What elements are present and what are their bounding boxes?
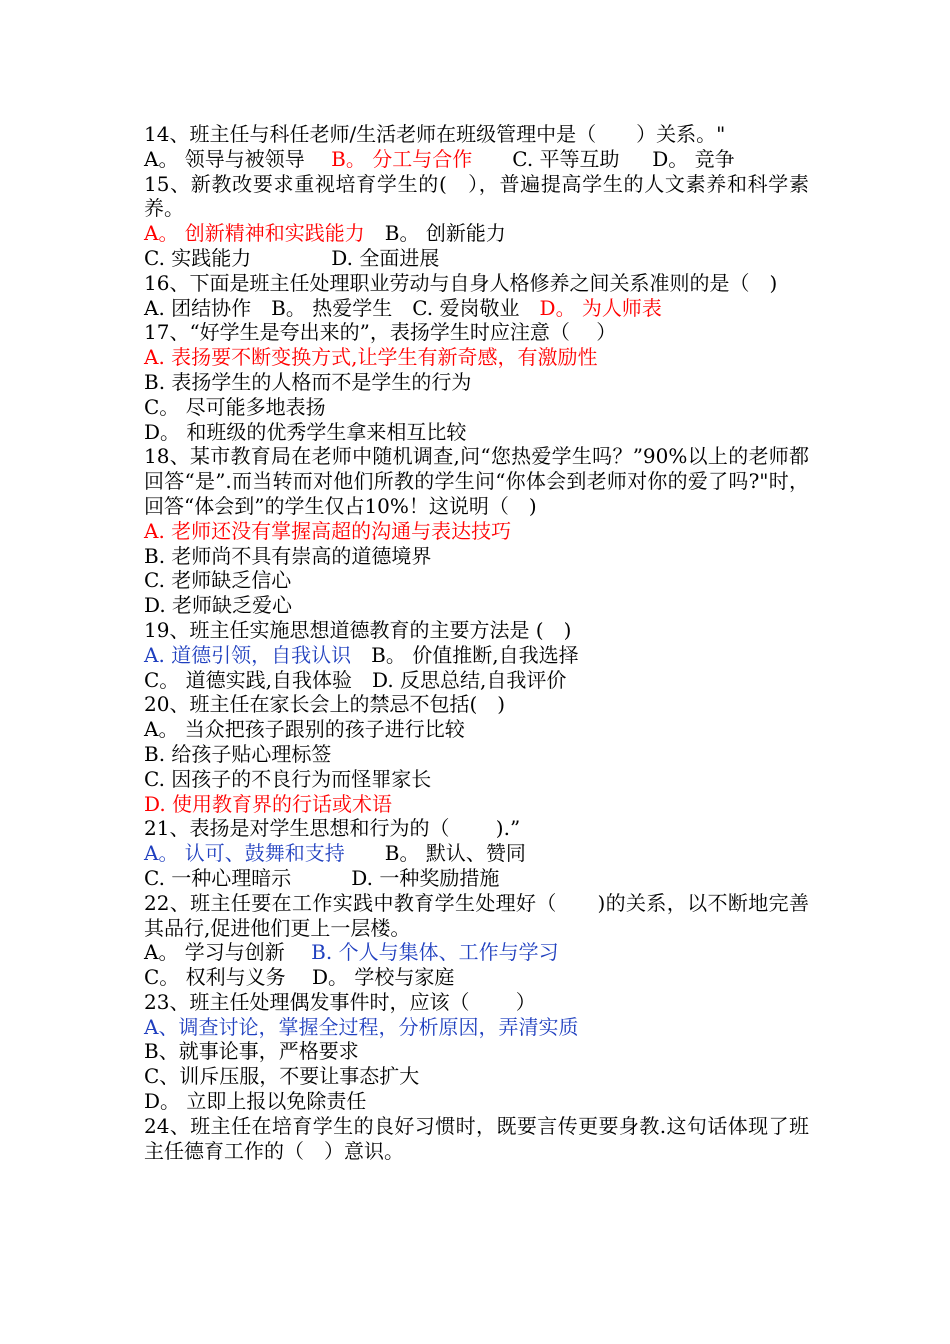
text-line [144,320,809,345]
text-segment: C. 平等互助 D。 竞争 [472,146,735,171]
text-paragraph [144,444,809,518]
answer-highlight: A。 创新精神和实践能力 [144,221,365,246]
text-line [144,816,809,841]
text-line [144,420,809,445]
question-list [144,122,809,1163]
text-segment: B。 创新能力 [364,221,506,246]
text-line [144,122,809,147]
answer-highlight: A. 老师还没有掌握高超的沟通与表达技巧 [144,518,512,543]
text-line [144,742,809,767]
text-segment: D. 老师缺乏爱心 [144,593,293,618]
text-line [144,940,809,965]
answer-highlight: D. 使用教育界的行话或术语 [144,791,393,816]
answer-highlight: A. 表扬要不断变换方式,让学生有新奇感，有激励性 [144,345,598,370]
text-segment: 14、班主任与科任老师/生活老师在班级管理中是（ ）关系。" [144,122,726,146]
text-line [144,692,809,717]
text-segment: C. 一种心理暗示 D. 一种奖励措施 [144,865,500,890]
text-segment: C、训斥压服，不要让事态扩大 [144,1064,420,1089]
text-segment: B. 给孩子贴心理标签 [144,741,332,766]
text-line [144,221,809,246]
text-segment: 20、班主任在家长会上的禁忌不包括( ) [144,692,506,717]
text-segment: C。 道德实践,自我体验 D. 反思总结,自我评价 [144,667,567,692]
answer-highlight: B. 个人与集体、工作与学习 [311,940,559,965]
text-segment: B. 表扬学生的人格而不是学生的行为 [144,369,472,394]
answer-highlight: A。 认可、鼓舞和支持 [144,841,345,866]
text-segment: 17、“好学生是夸出来的”，表扬学生时应注意（ ） [144,320,617,345]
text-segment: 19、班主任实施思想道德教育的主要方法是 ( ) [144,617,572,642]
text-line [144,519,809,544]
text-segment: 18、某市教育局在老师中随机调查,问“您热爱学生吗？”90%以上的老师都回答“是”.而当转而对他们所教的学生问“你体会到老师对你的爱了吗?"时，回答“体会到”的学生仅占10%！这说明（ ) [144,444,809,518]
text-line [144,147,809,172]
text-line [144,1089,809,1114]
text-line [144,717,809,742]
text-line [144,1039,809,1064]
text-line [144,643,809,668]
text-segment: A. 团结协作 B。 热爱学生 C. 爱岗敬业 [144,295,540,320]
text-segment: B。 价值推断,自我选择 [351,642,579,667]
text-segment: A。 当众把孩子跟别的孩子进行比较 [144,717,465,742]
answer-highlight: A. 道德引领，自我认识 [144,642,352,667]
text-line [144,370,809,395]
text-segment: A。 学习与创新 [144,940,312,965]
answer-highlight: A、调查讨论，掌握全过程，分析原因，弄清实质 [144,1014,579,1039]
text-segment: 21、表扬是对学生思想和行为的（ ).” [144,816,521,841]
text-line [144,767,809,792]
text-line [144,965,809,990]
text-line [144,841,809,866]
text-line [144,246,809,271]
answer-highlight: D。 为人师表 [539,295,662,320]
text-line [144,296,809,321]
text-paragraph [144,271,809,296]
text-line [144,1015,809,1040]
text-line [144,345,809,370]
text-line [144,544,809,569]
text-segment: C. 实践能力 D. 全面进展 [144,245,440,270]
text-segment: D。 立即上报以免除责任 [144,1089,367,1114]
answer-highlight: B。 分工与合作 [331,146,473,171]
text-line [144,866,809,891]
text-segment: C. 老师缺乏信心 [144,568,292,593]
text-line [144,668,809,693]
text-segment: B。 默认、赞同 [344,841,526,866]
text-line [144,593,809,618]
text-paragraph [144,172,809,222]
text-line [144,792,809,817]
text-segment: C. 因孩子的不良行为而怪罪家长 [144,766,432,791]
text-segment: 23、班主任处理偶发事件时，应该（ ） [144,989,536,1014]
text-segment: A。 领导与被领导 [144,146,332,171]
text-segment: 15、新教改要求重视培育学生的( ），普遍提高学生的人文素养和科学素养。 [144,171,809,221]
text-segment: 24、班主任在培育学生的良好习惯时，既要言传更要身教.这句话体现了班主任德育工作的（ ）意识。 [144,1113,809,1163]
text-segment: 16、下面是班主任处理职业劳动与自身人格修养之间关系准则的是（ ) [144,270,778,295]
text-segment: 22、班主任要在工作实践中教育学生处理好（ )的关系，以不断地完善其品行,促进他们更上一层楼。 [144,890,809,940]
text-line [144,568,809,593]
text-segment: C。 权利与义务 D。 学校与家庭 [144,965,455,990]
text-line [144,618,809,643]
text-segment: D。 和班级的优秀学生拿来相互比较 [144,419,467,444]
text-paragraph [144,891,809,941]
text-paragraph [144,1114,809,1164]
text-segment: C。 尽可能多地表扬 [144,394,326,419]
text-line [144,395,809,420]
text-line [144,990,809,1015]
text-line [144,1064,809,1089]
text-segment: B、就事论事，严格要求 [144,1039,359,1064]
text-segment: B. 老师尚不具有崇高的道德境界 [144,543,432,568]
